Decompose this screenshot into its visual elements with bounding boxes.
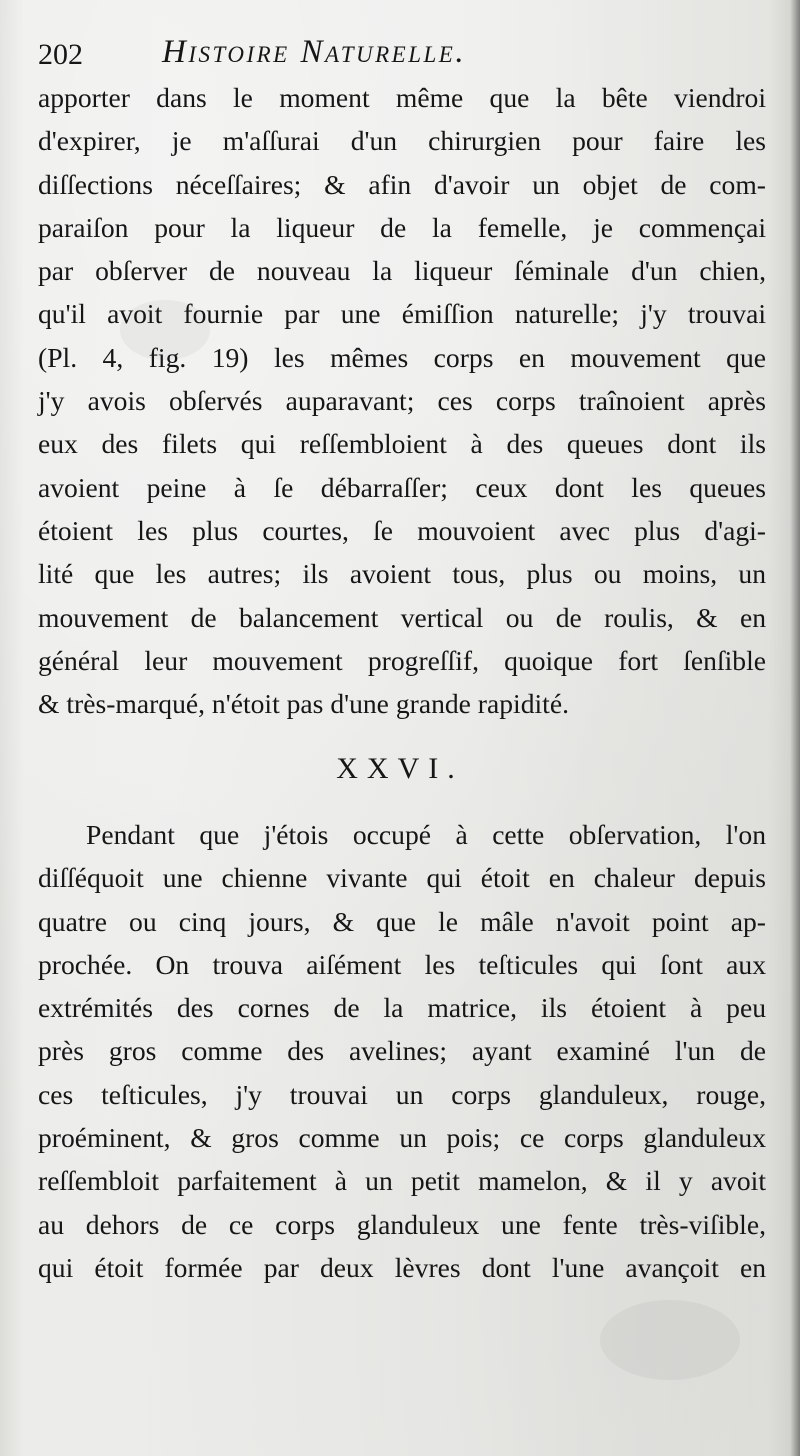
text-line: & très-marqué, n'étoit pas d'une grande rapidité. — [38, 688, 569, 720]
paragraph-section-xxvi — [38, 813, 766, 1289]
text-line: lité que les autres; ils avoient tous, plus ou moins, un — [38, 558, 766, 590]
text-line: j'y avois obſervés auparavant; ces corps traînoient après — [38, 385, 766, 417]
text-line: près gros comme des avelines; ayant examiné l'un de — [38, 1035, 766, 1067]
text-line: général leur mouvement progreſſif, quoique fort ſenſible — [38, 644, 766, 676]
text-line: avoient peine à ſe débarraſſer; ceux dont les queues — [38, 471, 766, 503]
paragraph-continued — [38, 76, 766, 725]
text-line: eux des filets qui reſſembloient à des queues dont ils — [38, 428, 766, 460]
text-line: qui étoit formée par deux lèvres dont l'une avançoit en — [38, 1251, 766, 1283]
text-line: diſſections néceſſaires; & afin d'avoir un objet de com- — [38, 168, 766, 200]
page-header — [38, 30, 778, 80]
running-title: Histoire Naturelle. — [162, 34, 467, 70]
text-line: extrémités des cornes de la matrice, ils étoient à peu — [38, 992, 766, 1024]
text-line: reſſembloit parfaitement à un petit mamelon, & il y avoit — [38, 1165, 766, 1197]
text-line: diſſéquoit une chienne vivante qui étoit en chaleur depuis — [38, 862, 766, 894]
text-line: ces teſticules, j'y trouvai un corps glanduleux, rouge, — [38, 1078, 766, 1110]
page-edge-shadow — [790, 0, 800, 1456]
text-line: qu'il avoit fournie par une émiſſion naturelle; j'y trouvai — [38, 298, 766, 330]
text-line: au dehors de ce corps glanduleux une fente très-viſible, — [38, 1208, 766, 1240]
section-heading: XXVI. — [336, 752, 464, 785]
paper-stain — [600, 1300, 740, 1380]
text-line: d'expirer, je m'aſſurai d'un chirurgien pour faire les — [38, 125, 766, 157]
page-number: 202 — [38, 38, 83, 71]
text-line: apporter dans le moment même que la bête viendroi — [38, 82, 766, 113]
text-line: prochée. On trouva aiſément les teſticules qui ſont aux — [38, 948, 766, 980]
text-line: étoient les plus courtes, ſe mouvoient avec plus d'agi- — [38, 514, 766, 546]
text-line: par obſerver de nouveau la liqueur ſéminale d'un chien, — [38, 255, 766, 287]
text-line: proéminent, & gros comme un pois; ce corps glanduleux — [38, 1122, 766, 1154]
text-line: paraiſon pour la liqueur de la femelle, je commençai — [38, 211, 766, 243]
text-line: Pendant que j'étois occupé à cette obſervation, l'on — [86, 819, 766, 850]
text-line: (Pl. 4, fig. 19) les mêmes corps en mouvement que — [38, 341, 766, 373]
text-line: mouvement de balancement vertical ou de roulis, & en — [38, 601, 766, 633]
text-line: quatre ou cinq jours, & que le mâle n'avoit point ap- — [38, 905, 766, 937]
